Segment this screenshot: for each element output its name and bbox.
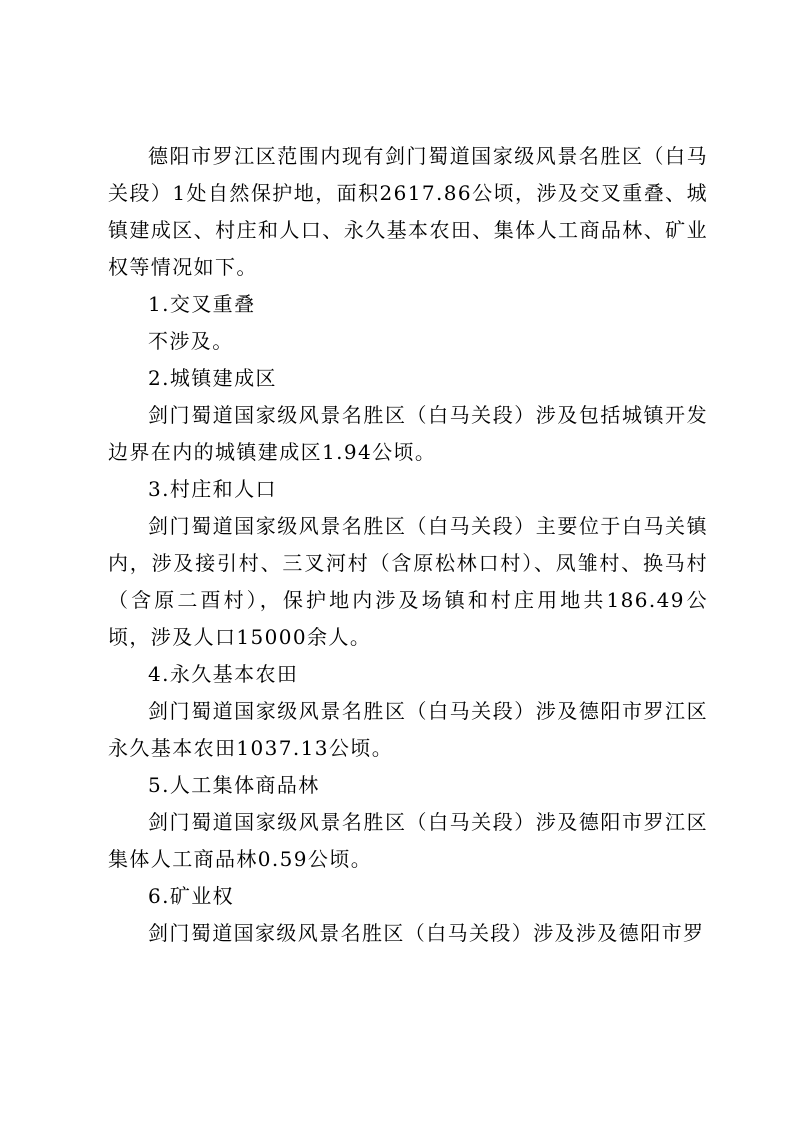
section-heading-villages-population: 3.村庄和人口 <box>148 477 277 501</box>
section-text-commercial-forest: 剑门蜀道国家级风景名胜区（白马关段）涉及德阳市罗江区集体人工商品林0.59公顷。 <box>108 810 708 871</box>
section-heading-urban-area: 2.城镇建成区 <box>148 366 277 390</box>
section-text-farmland: 剑门蜀道国家级风景名胜区（白马关段）涉及德阳市罗江区永久基本农田1037.13公顷。 <box>108 699 708 760</box>
document-body <box>108 138 708 952</box>
section-text-mining-rights: 剑门蜀道国家级风景名胜区（白马关段）涉及涉及德阳市罗 <box>148 921 705 945</box>
section-heading-cross-overlap: 1.交叉重叠 <box>148 292 256 316</box>
section-text-urban-area: 剑门蜀道国家级风景名胜区（白马关段）涉及包括城镇开发边界在内的城镇建成区1.94公顷。 <box>108 403 708 464</box>
section-text-cross-overlap: 不涉及。 <box>148 329 234 353</box>
intro-paragraph: 德阳市罗江区范围内现有剑门蜀道国家级风景名胜区（白马关段）1处自然保护地，面积2617.86公顷，涉及交叉重叠、城镇建成区、村庄和人口、永久基本农田、集体人工商品林、矿业权等情况如下。 <box>108 144 708 279</box>
section-heading-mining-rights: 6.矿业权 <box>148 884 235 908</box>
section-heading-farmland: 4.永久基本农田 <box>148 662 299 686</box>
section-heading-commercial-forest: 5.人工集体商品林 <box>148 773 320 797</box>
section-text-villages-population: 剑门蜀道国家级风景名胜区（白马关段）主要位于白马关镇内，涉及接引村、三叉河村（含原松林口村）、凤雏村、换马村（含原二酉村），保护地内涉及场镇和村庄用地共186.49公顷，涉及人口15000余人。 <box>108 514 708 649</box>
